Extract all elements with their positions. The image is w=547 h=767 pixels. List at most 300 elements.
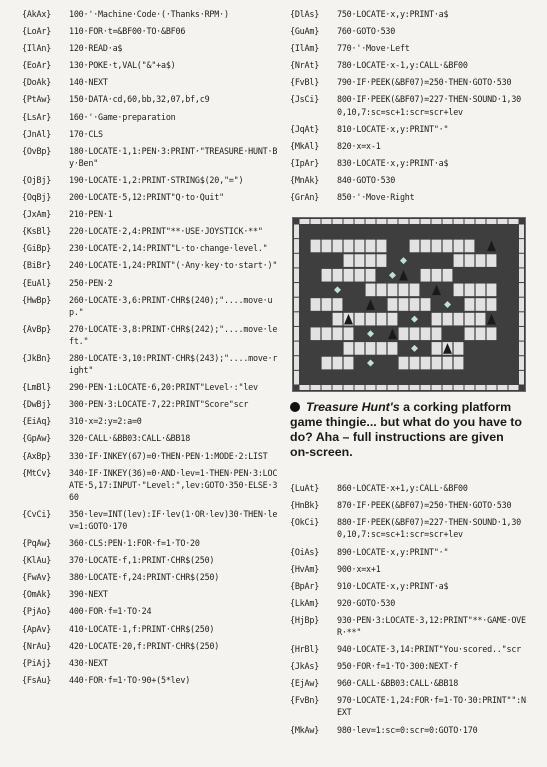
- code-line: [290, 597, 528, 609]
- platform-tile: [432, 269, 442, 282]
- wall-tile: [366, 385, 376, 390]
- checksum-tag: {AkAx}: [22, 9, 52, 19]
- basic-statement: 300·PEN·3:LOCATE·7,22:PRINT"Score"scr: [69, 399, 249, 410]
- wall-tile: [322, 385, 332, 390]
- basic-statement: 130·POKE·t,VAL("&"+a$): [69, 60, 176, 71]
- wall-tile: [399, 385, 409, 390]
- wall-tile: [294, 298, 299, 312]
- wall-tile: [377, 385, 387, 390]
- listing-right-column: [290, 8, 528, 741]
- wall-tile: [355, 385, 365, 390]
- code-line: [290, 157, 528, 169]
- checksum-tag: {FvBn}: [290, 695, 320, 706]
- platform-tile: [465, 313, 475, 326]
- platform-tile: [333, 269, 343, 282]
- platform-tile: [476, 298, 486, 311]
- checksum-tag: {JqAt}: [290, 123, 320, 134]
- checksum-tag: {EoAr}: [22, 60, 52, 71]
- platform-tile: [443, 357, 453, 370]
- wall-tile: [519, 371, 524, 385]
- code-line: [22, 323, 280, 347]
- wall-tile: [294, 254, 299, 268]
- platform-tile: [410, 284, 420, 297]
- checksum-tag: {GiBp}: [22, 243, 52, 254]
- basic-statement: 750·LOCATE·x,y:PRINT·a$: [337, 9, 449, 19]
- basic-statement: 320·CALL·&BB03:CALL·&BB18: [69, 433, 191, 444]
- checksum-tag: {HrBl}: [290, 644, 320, 655]
- wall-tile: [366, 219, 376, 224]
- platform-tile: [344, 254, 354, 267]
- code-line: [22, 432, 280, 444]
- platform-tile: [421, 298, 431, 311]
- code-line: [22, 259, 280, 271]
- wall-tile: [410, 219, 420, 224]
- wall-tile: [300, 385, 310, 390]
- code-line: [22, 242, 280, 254]
- platform-tile: [410, 328, 420, 341]
- platform-tile: [432, 342, 442, 355]
- checksum-tag: {AvBp}: [22, 323, 52, 334]
- code-line: [290, 8, 528, 20]
- platform-tile: [366, 240, 376, 253]
- basic-statement: 800·IF·PEEK(&BF07)=227·THEN·SOUND·1,30 0,10,7:sc=sc+1:scr=scr+lev: [337, 94, 526, 117]
- basic-statement: 810·LOCATE·x,y:PRINT"·": [337, 123, 449, 134]
- basic-statement: 210·PEN·1: [69, 209, 113, 220]
- checksum-tag: {GuAm}: [290, 26, 320, 37]
- checksum-tag: {MnAk}: [290, 174, 320, 185]
- platform-tile: [322, 269, 332, 282]
- basic-statement: 430·NEXT: [69, 657, 108, 668]
- checksum-tag: {EuAl}: [22, 277, 52, 288]
- platform-tile: [377, 284, 387, 297]
- platform-tile: [388, 284, 398, 297]
- wall-tile: [399, 219, 409, 224]
- basic-statement: 790·IF·PEEK(&BF07)=250·THEN·GOTO·530: [337, 77, 512, 88]
- platform-tile: [454, 357, 464, 370]
- code-line: [290, 516, 528, 540]
- code-line: [22, 174, 280, 186]
- platform-tile: [344, 240, 354, 253]
- basic-statement: 390·NEXT: [69, 589, 108, 600]
- basic-statement: 400·FOR·f=1·TO·24: [69, 606, 152, 617]
- platform-tile: [333, 240, 343, 253]
- code-line: [22, 25, 280, 37]
- checksum-tag: {ApAv}: [22, 623, 52, 634]
- basic-statement: 370·LOCATE·f,1:PRINT·CHR$(250): [69, 555, 215, 566]
- platform-tile: [333, 328, 343, 341]
- wall-tile: [421, 219, 431, 224]
- wall-tile: [294, 239, 299, 253]
- code-line: [290, 580, 528, 592]
- checksum-tag: {DwBj}: [22, 399, 52, 410]
- basic-statement: 940·LOCATE·3,14:PRINT"You·scored.."scr: [337, 644, 522, 655]
- platform-tile: [355, 313, 365, 326]
- basic-statement: 950·FOR·f=1·TO·300:NEXT·f: [337, 661, 459, 672]
- basic-statement: 760·GOTO·530: [337, 26, 396, 37]
- listing-right-bottom: [290, 482, 528, 736]
- basic-statement: 910·LOCATE·x,y:PRINT·a$: [337, 580, 449, 591]
- basic-statement: 930·PEN·3:LOCATE·3,12:PRINT"**·GAME·OVER·**": [337, 614, 526, 637]
- wall-tile: [465, 385, 475, 390]
- basic-statement: 330·IF·INKEY(67)=0·THEN·PEN·1:MODE·2:LIST: [69, 450, 268, 461]
- wall-tile: [344, 385, 354, 390]
- platform-tile: [465, 240, 475, 253]
- platform-tile: [410, 298, 420, 311]
- checksum-tag: {LoAr}: [22, 26, 52, 37]
- platform-tile: [322, 328, 332, 341]
- checksum-tag: {LuAt}: [290, 483, 320, 494]
- wall-tile: [294, 356, 299, 370]
- checksum-tag: {OjBj}: [22, 174, 52, 185]
- platform-tile: [366, 254, 376, 267]
- platform-tile: [377, 342, 387, 355]
- wall-tile: [519, 356, 524, 370]
- checksum-tag: {JnAl}: [22, 128, 52, 139]
- platform-tile: [388, 313, 398, 326]
- checksum-tag: {AxBp}: [22, 450, 52, 461]
- basic-statement: 420·LOCATE·20,f:PRINT·CHR$(250): [69, 640, 220, 651]
- basic-statement: 830·LOCATE·x,y:PRINT·a$: [337, 157, 449, 168]
- wall-tile: [294, 312, 299, 326]
- wall-tile: [355, 219, 365, 224]
- checksum-tag: {JkAs}: [290, 661, 320, 672]
- basic-statement: 190·LOCATE·1,2:PRINT·STRING$(20,"="): [69, 174, 244, 185]
- platform-tile: [410, 357, 420, 370]
- platform-tile: [355, 240, 365, 253]
- wall-tile: [509, 219, 519, 224]
- code-line: [290, 123, 528, 135]
- code-line: [22, 588, 280, 600]
- basic-statement: 270·LOCATE·3,8:PRINT·CHR$(242);"....move·left.": [69, 323, 278, 346]
- checksum-tag: {KsBl}: [22, 226, 52, 237]
- checksum-tag: {MkAl}: [290, 140, 320, 151]
- basic-statement: 110·FOR·t=&BF00·TO·&BF06: [69, 26, 186, 37]
- platform-tile: [421, 269, 431, 282]
- basic-statement: 160·'·Game·preparation: [69, 111, 176, 122]
- wall-tile: [333, 219, 343, 224]
- checksum-tag: {EjAw}: [290, 678, 320, 689]
- game-screenshot-canvas: [293, 218, 525, 391]
- basic-statement: 820·x=x-1: [337, 140, 381, 151]
- platform-tile: [476, 254, 486, 267]
- platform-tile: [355, 254, 365, 267]
- platform-tile: [399, 357, 409, 370]
- platform-tile: [377, 254, 387, 267]
- basic-statement: 900·x=x+1: [337, 563, 381, 574]
- platform-tile: [487, 284, 497, 297]
- wall-tile: [300, 219, 310, 224]
- basic-statement: 880·IF·PEEK(&BF07)=227·THEN·SOUND·1,30 0,10,7:sc=sc+1:scr=scr+lev: [337, 517, 526, 540]
- wall-tile: [519, 327, 524, 341]
- basic-statement: 120·READ·a$: [69, 43, 123, 54]
- platform-tile: [454, 240, 464, 253]
- wall-tile: [388, 219, 398, 224]
- wall-tile: [344, 219, 354, 224]
- code-line: [290, 499, 528, 511]
- code-line: [22, 571, 280, 583]
- code-line: [22, 605, 280, 617]
- wall-tile: [519, 283, 524, 297]
- platform-tile: [366, 269, 376, 282]
- basic-statement: 980·lev=1:sc=0:scr=0:GOTO·170: [337, 724, 478, 735]
- checksum-tag: {NrAu}: [22, 640, 52, 651]
- basic-statement: 100·'·Machine·Code·(·Thanks·RPM·): [69, 9, 229, 19]
- checksum-tag: {LsAr}: [22, 111, 52, 122]
- code-line: [22, 674, 280, 686]
- wall-tile: [294, 269, 299, 283]
- checksum-tag: {LkAm}: [290, 597, 320, 608]
- checksum-tag: {PtAw}: [22, 94, 52, 105]
- platform-tile: [454, 284, 464, 297]
- basic-statement: 150·DATA·cd,60,bb,32,07,bf,c9: [69, 94, 210, 105]
- basic-statement: 920·GOTO·530: [337, 597, 396, 608]
- code-line: [22, 381, 280, 393]
- wall-tile: [519, 239, 524, 253]
- basic-statement: 960·CALL·&BB03:CALL·&BB18: [337, 678, 459, 689]
- code-line: [22, 225, 280, 237]
- code-line: [22, 450, 280, 462]
- platform-tile: [443, 240, 453, 253]
- checksum-tag: {JkBn}: [22, 352, 52, 363]
- checksum-tag: {FwAv}: [22, 572, 52, 583]
- checksum-tag: {NrAt}: [290, 60, 320, 71]
- code-line: [290, 614, 528, 638]
- screenshot-caption: [290, 400, 528, 460]
- platform-tile: [344, 328, 354, 341]
- caption-text: a corking platform game thingie... but what do you have to do? Aha – full instructions are given on-screen.: [290, 400, 522, 460]
- checksum-tag: {GrAn}: [290, 192, 320, 203]
- wall-tile: [294, 371, 299, 385]
- basic-statement: 340·IF·INKEY(36)=0·AND·lev=1·THEN·PEN·3:LOCATE·5,17:INPUT·"Level:",lev:GOTO·350·ELSE·360: [69, 467, 278, 502]
- code-line: [290, 563, 528, 575]
- checksum-tag: {PiAj}: [22, 657, 52, 668]
- code-line: [290, 660, 528, 672]
- platform-tile: [487, 328, 497, 341]
- code-line: [290, 42, 528, 54]
- basic-statement: 890·LOCATE·x,y:PRINT"·": [337, 546, 449, 557]
- platform-tile: [443, 269, 453, 282]
- code-line: [22, 128, 280, 140]
- basic-statement: 200·LOCATE·5,12:PRINT"Q·to·Quit": [69, 192, 224, 203]
- platform-tile: [443, 313, 453, 326]
- basic-statement: 780·LOCATE·x-1,y:CALL·&BF00: [337, 60, 468, 71]
- code-line: [22, 398, 280, 410]
- platform-tile: [333, 357, 343, 370]
- checksum-tag: {IlAn}: [22, 43, 52, 54]
- wall-tile: [294, 225, 299, 239]
- checksum-tag: {KlAu}: [22, 555, 52, 566]
- basic-statement: 290·PEN·1:LOCATE·6,20:PRINT"Level·:"lev: [69, 382, 258, 393]
- wall-tile: [377, 219, 387, 224]
- code-line: [290, 694, 528, 718]
- checksum-tag: {DoAk}: [22, 77, 52, 88]
- code-line: [22, 145, 280, 169]
- code-line: [22, 277, 280, 289]
- code-line: [290, 93, 528, 117]
- basic-statement: 230·LOCATE·2,14:PRINT"L·to·change·level.": [69, 243, 268, 254]
- platform-tile: [432, 357, 442, 370]
- platform-tile: [311, 298, 321, 311]
- platform-tile: [366, 342, 376, 355]
- wall-tile: [454, 219, 464, 224]
- code-line: [22, 537, 280, 549]
- platform-tile: [355, 342, 365, 355]
- checksum-tag: {HwBp}: [22, 294, 52, 305]
- checksum-tag: {OiAs}: [290, 546, 320, 557]
- platform-tile: [366, 313, 376, 326]
- checksum-tag: {PjAo}: [22, 606, 52, 617]
- code-line: [290, 191, 528, 203]
- checksum-tag: {OkCi}: [290, 517, 320, 528]
- platform-tile: [465, 328, 475, 341]
- checksum-tag: {JxAm}: [22, 209, 52, 220]
- wall-tile: [432, 219, 442, 224]
- checksum-tag: {HvAm}: [290, 563, 320, 574]
- checksum-tag: {OvBp}: [22, 145, 52, 156]
- platform-tile: [410, 240, 420, 253]
- wall-tile: [294, 327, 299, 341]
- checksum-tag: {GpAw}: [22, 433, 52, 444]
- code-line: [290, 59, 528, 71]
- basic-statement: 170·CLS: [69, 128, 103, 139]
- basic-statement: 970·LOCATE·1,24:FOR·f=1·TO·30:PRINT"":NEXT: [337, 695, 526, 718]
- listing-right-top: [290, 8, 528, 203]
- basic-statement: 870·IF·PEEK(&BF07)=250·THEN·GOTO·530: [337, 500, 512, 511]
- wall-tile: [322, 219, 332, 224]
- code-line: [22, 657, 280, 669]
- basic-statement: 380·LOCATE·f,24:PRINT·CHR$(250): [69, 572, 220, 583]
- checksum-tag: {IlAm}: [290, 43, 320, 54]
- checksum-tag: {FsAu}: [22, 674, 52, 685]
- basic-statement: 860·LOCATE·x+1,y:CALL·&BF00: [337, 483, 468, 494]
- code-line: [22, 415, 280, 427]
- checksum-tag: {FvBl}: [290, 77, 320, 88]
- wall-tile: [443, 219, 453, 224]
- wall-tile: [519, 269, 524, 283]
- checksum-tag: {OqBj}: [22, 192, 52, 203]
- code-line: [22, 8, 280, 20]
- checksum-tag: {HjBp}: [290, 614, 320, 625]
- code-line: [22, 623, 280, 635]
- wall-tile: [432, 385, 442, 390]
- code-line: [22, 294, 280, 318]
- basic-statement: 250·PEN·2: [69, 277, 113, 288]
- platform-tile: [399, 298, 409, 311]
- platform-tile: [377, 240, 387, 253]
- platform-tile: [333, 298, 343, 311]
- platform-tile: [344, 342, 354, 355]
- basic-statement: 440·FOR·f=1·TO·90+(5*lev): [69, 674, 191, 685]
- platform-tile: [399, 284, 409, 297]
- checksum-tag: {OmAk}: [22, 589, 52, 600]
- platform-tile: [333, 313, 343, 326]
- platform-tile: [355, 269, 365, 282]
- platform-tile: [421, 240, 431, 253]
- basic-statement: 310·x=2:y=2:a=0: [69, 416, 142, 427]
- platform-tile: [487, 254, 497, 267]
- wall-tile: [465, 219, 475, 224]
- platform-tile: [344, 269, 354, 282]
- checksum-tag: {IpAr}: [290, 157, 320, 168]
- code-line: [22, 352, 280, 376]
- platform-tile: [432, 240, 442, 253]
- wall-tile: [519, 225, 524, 239]
- code-line: [290, 482, 528, 494]
- wall-tile: [311, 385, 321, 390]
- platform-tile: [454, 254, 464, 267]
- basic-statement: 360·CLS:PEN·1:FOR·f=1·TO·20: [69, 538, 200, 549]
- platform-tile: [322, 240, 332, 253]
- wall-tile: [519, 312, 524, 326]
- basic-statement: 280·LOCATE·3,10:PRINT·CHR$(243);"....move·right": [69, 352, 278, 376]
- basic-statement: 260·LOCATE·3,6:PRINT·CHR$(240);"....move·up.": [69, 294, 273, 317]
- code-line: [22, 467, 280, 503]
- wall-tile: [519, 298, 524, 312]
- platform-tile: [344, 357, 354, 370]
- code-line: [290, 643, 528, 655]
- basic-statement: 770·'·Move·Left: [337, 43, 410, 54]
- code-line: [22, 208, 280, 220]
- checksum-tag: {HnBk}: [290, 500, 320, 511]
- platform-tile: [465, 284, 475, 297]
- wall-tile: [519, 254, 524, 268]
- platform-tile: [487, 298, 497, 311]
- wall-tile: [487, 385, 497, 390]
- platform-tile: [421, 328, 431, 341]
- platform-tile: [454, 313, 464, 326]
- wall-tile: [333, 385, 343, 390]
- platform-tile: [476, 284, 486, 297]
- wall-tile: [410, 385, 420, 390]
- platform-tile: [388, 298, 398, 311]
- wall-tile: [498, 385, 508, 390]
- wall-tile: [443, 385, 453, 390]
- wall-tile: [388, 385, 398, 390]
- code-line: [290, 677, 528, 689]
- checksum-tag: {BpAr}: [290, 580, 320, 591]
- code-line: [290, 546, 528, 558]
- code-line: [290, 724, 528, 736]
- code-line: [290, 25, 528, 37]
- wall-tile: [519, 342, 524, 356]
- caption-game-title: Treasure Hunt's: [306, 400, 400, 415]
- code-line: [22, 508, 280, 532]
- wall-tile: [311, 219, 321, 224]
- checksum-tag: {LmBl}: [22, 382, 52, 393]
- wall-tile: [487, 219, 497, 224]
- code-line: [22, 93, 280, 105]
- wall-tile: [476, 219, 486, 224]
- checksum-tag: {CvCi}: [22, 508, 52, 519]
- platform-tile: [432, 313, 442, 326]
- basic-statement: 240·LOCATE·1,24:PRINT"(·Any·key·to·start·)": [69, 260, 278, 271]
- basic-statement: 840·GOTO·530: [337, 174, 396, 185]
- checksum-tag: {DlAs}: [290, 9, 320, 19]
- platform-tile: [322, 357, 332, 370]
- checksum-tag: {MtCv}: [22, 467, 52, 478]
- basic-statement: 850·'·Move·Right: [337, 192, 415, 203]
- checksum-tag: {EiAq}: [22, 416, 52, 427]
- platform-tile: [476, 313, 486, 326]
- caption-bullet-icon: [290, 402, 300, 412]
- code-line: [22, 59, 280, 71]
- platform-tile: [366, 284, 376, 297]
- basic-statement: 180·LOCATE·1,1:PEN·3:PRINT·"TREASURE·HUNT·By·Ben": [69, 145, 278, 168]
- code-line: [290, 174, 528, 186]
- platform-tile: [432, 328, 442, 341]
- platform-tile: [421, 357, 431, 370]
- code-line: [22, 76, 280, 88]
